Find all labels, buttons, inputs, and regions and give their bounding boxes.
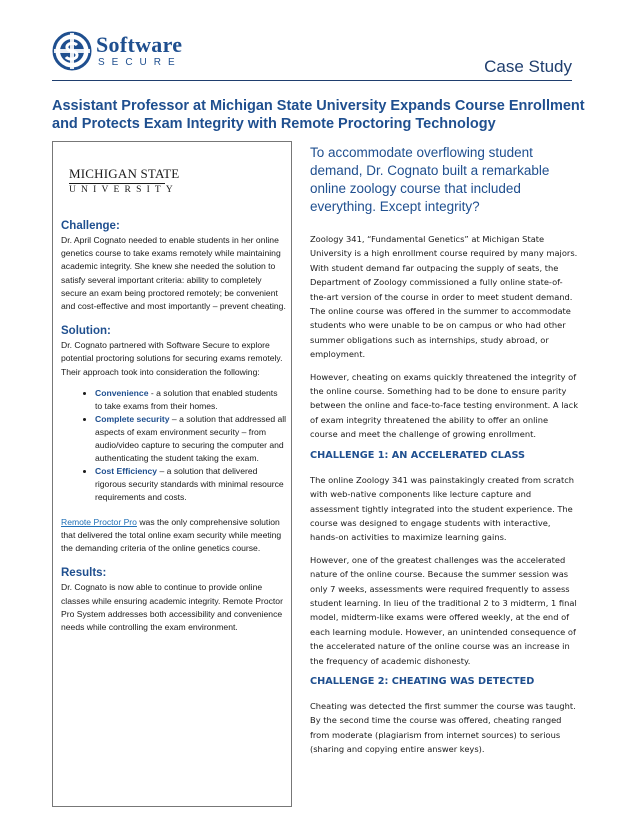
article-paragraph-3: The online Zoology 341 was painstakingly created from scratch with web-native components like lecture capture and assessment tightly integrated into the student experience. The course was designed to engage students with interactive, hands-on activities to maximize learning gains. xyxy=(310,474,575,543)
results-heading: Results: xyxy=(61,567,107,580)
results-text: Dr. Cognato is now able to continue to provide online classes while ensuring academic integrity. Remote Proctor Pro System addresses both accessibility and convenience needs while controlling the exam environment. xyxy=(61,582,283,633)
challenge-2-heading: CHALLENGE 2: CHEATING WAS DETECTED xyxy=(310,675,535,687)
msu-logo-rule xyxy=(69,183,165,184)
list-item xyxy=(95,465,287,504)
msu-logo xyxy=(69,166,229,195)
intro-callout: To accommodate overflowing student demand, Dr. Cognato built a remarkable online zoology course that included everything. Except integrity? xyxy=(310,145,550,214)
challenge-text: Dr. April Cognato needed to enable students in her online genetics course to take exams remotely while maintaining academic integrity. She knew she needed the solution to satisfy several important criteria: ability to completely secure an exam being proctored remotely; be convenient and cost-effective and most importantly – prevent cheating. xyxy=(61,235,286,312)
main-article xyxy=(310,144,578,765)
article-paragraph-2: However, cheating on exams quickly threatened the integrity of the online course. Something had to be done to ensure parity between the online and face-to-face testing environment. A lack of exam integrity threatened the ability to offer an online course and meet the challenge of growing enrollment. xyxy=(310,371,578,440)
product-paragraph xyxy=(61,516,287,556)
msu-logo-line1: MICHIGAN STATE xyxy=(69,166,180,181)
solution-criteria-list xyxy=(61,387,287,504)
criterion-keyword: Cost Efficiency xyxy=(95,465,158,476)
solution-heading: Solution: xyxy=(61,325,111,338)
case-study-label: Case Study xyxy=(484,57,572,76)
criterion-text: – a solution that delivered rigorous security standards with minimal resource requirements and costs. xyxy=(95,465,284,502)
list-item xyxy=(95,413,287,465)
header-divider xyxy=(52,80,572,81)
software-secure-emblem-icon xyxy=(52,30,92,72)
article-paragraph-4: However, one of the greatest challenges was the accelerated nature of the online course. Because the summer session was only 7 weeks, assessments were required frequently to assess student learning. In lieu of the traditional 2 to 3 midterm, 1 final model, midterm-like exams were offered weekly, at the end of each learning module. However, an unintended consequence of the accelerated nature of the online course was an increase in the frequency of academic dishonesty. xyxy=(310,554,577,666)
article-paragraph-1: Zoology 341, “Fundamental Genetics” at Michigan State University is a high enrollment course required by many majors. With student demand far outpacing the supply of seats, the Department of Zoology commissioned a fully online state-of-the-art version of the course in order to meet student demand. The online course was offered in the summer to accommodate students who were unable to be on campus or who had other summer obligations such as internships, study abroad, or employment. xyxy=(310,234,578,360)
solution-text: Dr. Cognato partnered with Software Secure to explore potential proctoring solutions for securing exams remotely. Their approach took into consideration the following: xyxy=(61,340,283,377)
msu-logo-line2: UNIVERSITY xyxy=(69,185,178,195)
challenge-1-heading: CHALLENGE 1: AN ACCELERATED CLASS xyxy=(310,449,525,461)
logo-wordmark: Software xyxy=(96,32,183,57)
challenge-section xyxy=(61,220,287,313)
product-paragraph-text: was the only comprehensive solution that delivered the total online exam security while meeting the demanding criteria of the online genetics course. xyxy=(61,516,282,554)
article-paragraph-5: Cheating was detected the first summer the course was taught. By the second time the course was offered, cheating ranged from moderate (plagiarism from internet sources) to serious (sharing and copying entire answer keys). xyxy=(310,700,576,755)
list-item xyxy=(95,387,287,413)
software-secure-logo xyxy=(52,30,202,74)
sidebar-content xyxy=(61,220,287,646)
challenge-heading: Challenge: xyxy=(61,220,120,232)
criterion-keyword: Convenience xyxy=(95,387,149,398)
criterion-text: - a solution that enabled students to take exams from their homes. xyxy=(95,387,278,411)
criterion-text: – a solution that addressed all aspects of exam environment security – from audio/video capture to securing the computer and authenticating the student taking the exam. xyxy=(95,413,287,463)
logo-subtitle: SECURE xyxy=(98,57,182,68)
remote-proctor-pro-link[interactable]: Remote Proctor Pro xyxy=(61,516,137,527)
results-section xyxy=(61,567,287,634)
page-title: Assistant Professor at Michigan State University Expands Course Enrollment and Protects Exam Integrity with Remote Proctoring Technology xyxy=(52,98,585,132)
solution-section xyxy=(61,325,287,555)
criterion-keyword: Complete security xyxy=(95,413,170,424)
summary-sidebar xyxy=(52,141,292,807)
